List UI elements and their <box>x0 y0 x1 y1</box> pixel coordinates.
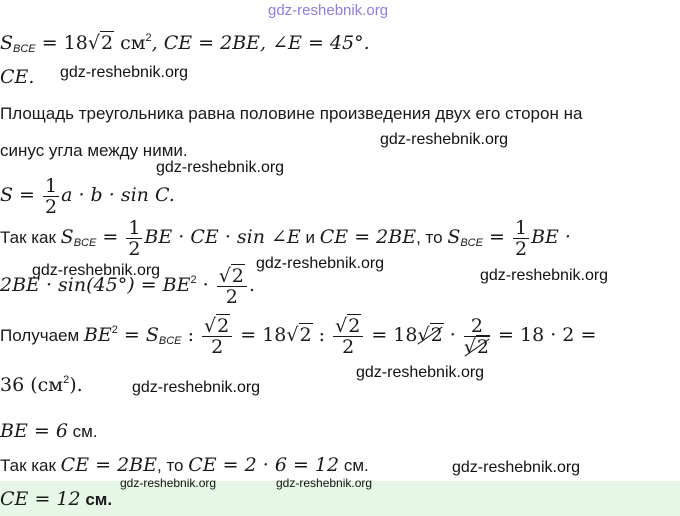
since-continuation: $2BE \cdot \sin(45^\circ) = BE^2$ · $\frac{√2}{2}$ . <box>0 265 255 308</box>
watermark: gdz-reshebnik.org <box>132 379 261 396</box>
sqrt: √2 <box>87 32 114 54</box>
fraction: $\frac{1}{2}$ <box>45 175 58 218</box>
result-continuation: 36 $(см^2)$. <box>0 374 83 396</box>
watermark: gdz-reshebnik.org <box>156 159 285 176</box>
fraction: $\frac{√2}{2}$ <box>217 266 247 307</box>
result-line: Получаем $BE^2 = S_{BCE}$ : $\frac{√2}{2}$ = 18√2 : $\frac{√2}{2}$ = 18√2 · $\frac{2}{√2}$ = 18 · 2 = <box>0 315 597 358</box>
watermark: gdz-reshebnik.org <box>32 262 161 279</box>
watermark: gdz-reshebnik.org <box>380 131 509 148</box>
watermark: gdz-reshebnik.org <box>256 255 385 272</box>
watermark: gdz-reshebnik.org <box>120 476 217 490</box>
watermark: gdz-reshebnik.org <box>60 64 189 81</box>
watermark: gdz-reshebnik.org <box>480 267 609 284</box>
watermark: gdz-reshebnik.org <box>268 2 389 19</box>
answer-line: CE = 12 см. <box>0 488 113 510</box>
since-line: Так как $S_{BCE}$ = $\frac{1}{2}$ BE · CE · sin ∠E и CE = 2BE, то $S_{BCE}$ = $\frac{1}{2}$ BE · <box>0 217 571 260</box>
fraction: $\frac{√2}{2}$ <box>202 316 232 357</box>
fraction: $\frac{√2}{2}$ <box>333 316 363 357</box>
watermark: gdz-reshebnik.org <box>452 459 581 476</box>
cancelled-sqrt: √2 <box>417 323 443 346</box>
s-symbol: S <box>0 32 14 54</box>
be-result: BE = 6 см. <box>0 420 98 442</box>
fraction: $\frac{1}{2}$ <box>128 217 141 260</box>
given-line: $S_{BCE} = 18√2$ $см^2$, CE = 2BE, ∠E = 45°. <box>0 32 370 55</box>
fraction: $\frac{2}{√2}$ <box>463 315 490 358</box>
find-line: CE. <box>0 66 35 88</box>
watermark: gdz-reshebnik.org <box>276 476 373 490</box>
area-formula: S = $\frac{1}{2}$ a · b · sin C. <box>0 175 175 218</box>
watermark: gdz-reshebnik.org <box>356 364 485 381</box>
fraction: $\frac{1}{2}$ <box>514 217 528 260</box>
since-line-2: Так как CE = 2BE, то CE = 2 · 6 = 12 см. <box>0 454 369 476</box>
area-text-1: Площадь треугольника равна половине произведения двух его сторон на <box>0 104 583 123</box>
area-text-2: синус угла между ними. <box>0 141 188 160</box>
